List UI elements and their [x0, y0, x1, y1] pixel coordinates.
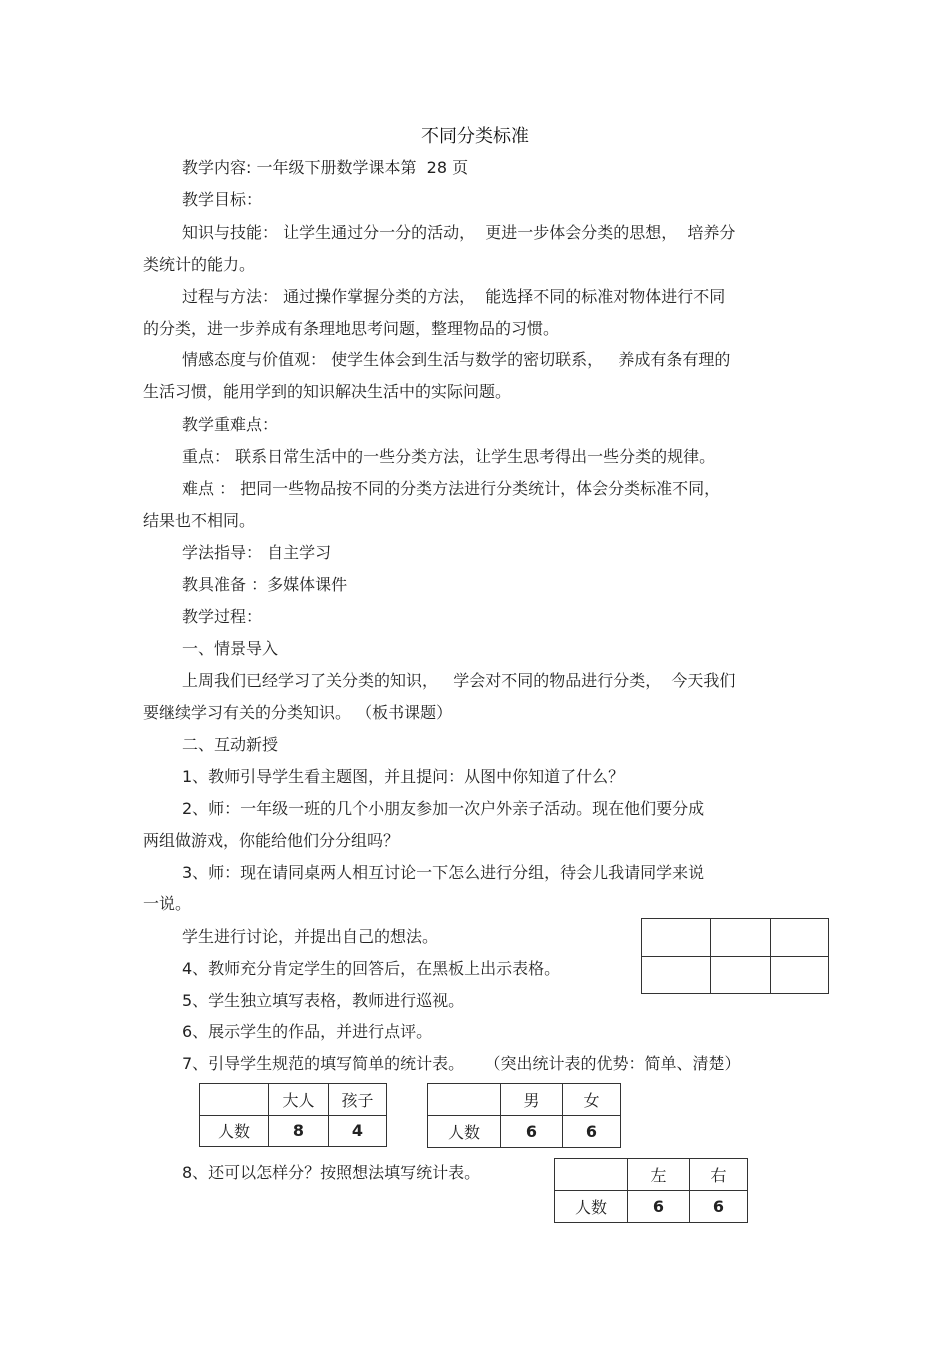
text-line: 要继续学习有关的分类知识。 （板书课题）	[143, 703, 453, 722]
text-line: 一说。	[143, 894, 192, 913]
table-value-cell: 6	[563, 1116, 621, 1148]
table-value-cell: 6	[628, 1191, 690, 1223]
text-line: 6、展示学生的作品，并进行点评。	[182, 1022, 433, 1041]
text-line: 两组做游戏，你能给他们分分组吗？	[143, 831, 400, 850]
text-line: 的分类，进一步养成有条理地思考问题，整理物品的习惯。	[143, 319, 560, 338]
text-line: 教具准备 ：多媒体课件	[182, 575, 348, 594]
text-line: 教学内容: 一年级下册数学课本第 28 页	[182, 158, 469, 177]
table-row-label: 人数	[200, 1115, 269, 1147]
table-value-cell: 6	[690, 1191, 748, 1223]
table-header-cell: 大人	[269, 1084, 329, 1116]
table-header-cell: 女	[563, 1084, 621, 1116]
text-line: 2、师：一年级一班的几个小朋友参加一次户外亲子活动。现在他们要分成	[182, 799, 705, 818]
table-header-cell: 男	[501, 1084, 563, 1116]
text-line: 7、引导学生规范的填写简单的统计表。 （突出统计表的优势：简单、清楚）	[182, 1054, 741, 1073]
table-header-cell	[555, 1159, 628, 1191]
table-row-label: 人数	[555, 1191, 628, 1223]
table-cell	[642, 919, 711, 957]
table-cell	[711, 956, 771, 994]
stat-table-boys-girls	[427, 1083, 621, 1148]
text-line: 难点 ： 把同一些物品按不同的分类方法进行分类统计，体会分类标准不同，	[182, 479, 721, 498]
table-header-cell: 左	[628, 1159, 690, 1191]
text-line: 教学重难点：	[182, 415, 279, 434]
table-value-cell: 4	[329, 1115, 387, 1147]
text-line: 生活习惯，能用学到的知识解决生活中的实际问题。	[143, 382, 512, 401]
text-line: 学生进行讨论，并提出自己的想法。	[182, 927, 439, 946]
table-cell	[642, 956, 711, 994]
text-line: 类统计的能力。	[143, 255, 256, 274]
empty-grid-table	[641, 918, 829, 994]
page-title: 不同分类标准	[421, 126, 529, 147]
text-line: 重点： 联系日常生活中的一些分类方法，让学生思考得出一些分类的规律。	[182, 447, 716, 466]
table-cell	[771, 956, 829, 994]
table-header-cell: 孩子	[329, 1084, 387, 1116]
table-value-cell: 6	[501, 1116, 563, 1148]
text-line: 情感态度与价值观： 使学生体会到生活与数学的密切联系， 养成有条有理的	[182, 350, 731, 369]
text-line: 教学目标：	[182, 190, 263, 209]
text-line: 8、还可以怎样分？按照想法填写统计表。	[182, 1163, 481, 1182]
table-header-cell	[200, 1084, 269, 1116]
text-line: 3、师：现在请同桌两人相互讨论一下怎么进行分组，待会儿我请同学来说	[182, 863, 705, 882]
text-line: 二、互动新授	[182, 735, 279, 754]
text-line: 5、学生独立填写表格，教师进行巡视。	[182, 991, 465, 1010]
text-line: 教学过程：	[182, 607, 263, 626]
text-line: 学法指导： 自主学习	[182, 543, 332, 562]
text-line: 知识与技能： 让学生通过分一分的活动， 更进一步体会分类的思想， 培养分	[182, 223, 736, 242]
text-line: 结果也不相同。	[143, 511, 256, 530]
table-cell	[711, 919, 771, 957]
table-value-cell: 8	[269, 1115, 329, 1147]
table-header-cell	[428, 1084, 501, 1116]
table-cell	[771, 919, 829, 957]
stat-table-left-right	[554, 1158, 748, 1223]
table-header-cell: 右	[690, 1159, 748, 1191]
stat-table-adults-children	[199, 1083, 387, 1147]
table-row-label: 人数	[428, 1116, 501, 1148]
text-line: 4、教师充分肯定学生的回答后，在黑板上出示表格。	[182, 959, 561, 978]
text-line: 过程与方法： 通过操作掌握分类的方法， 能选择不同的标准对物体进行不同	[182, 287, 726, 306]
text-line: 1、教师引导学生看主题图，并且提问：从图中你知道了什么？	[182, 767, 625, 786]
text-line: 一、情景导入	[182, 639, 279, 658]
text-line: 上周我们已经学习了关分类的知识， 学会对不同的物品进行分类， 今天我们	[182, 671, 736, 690]
